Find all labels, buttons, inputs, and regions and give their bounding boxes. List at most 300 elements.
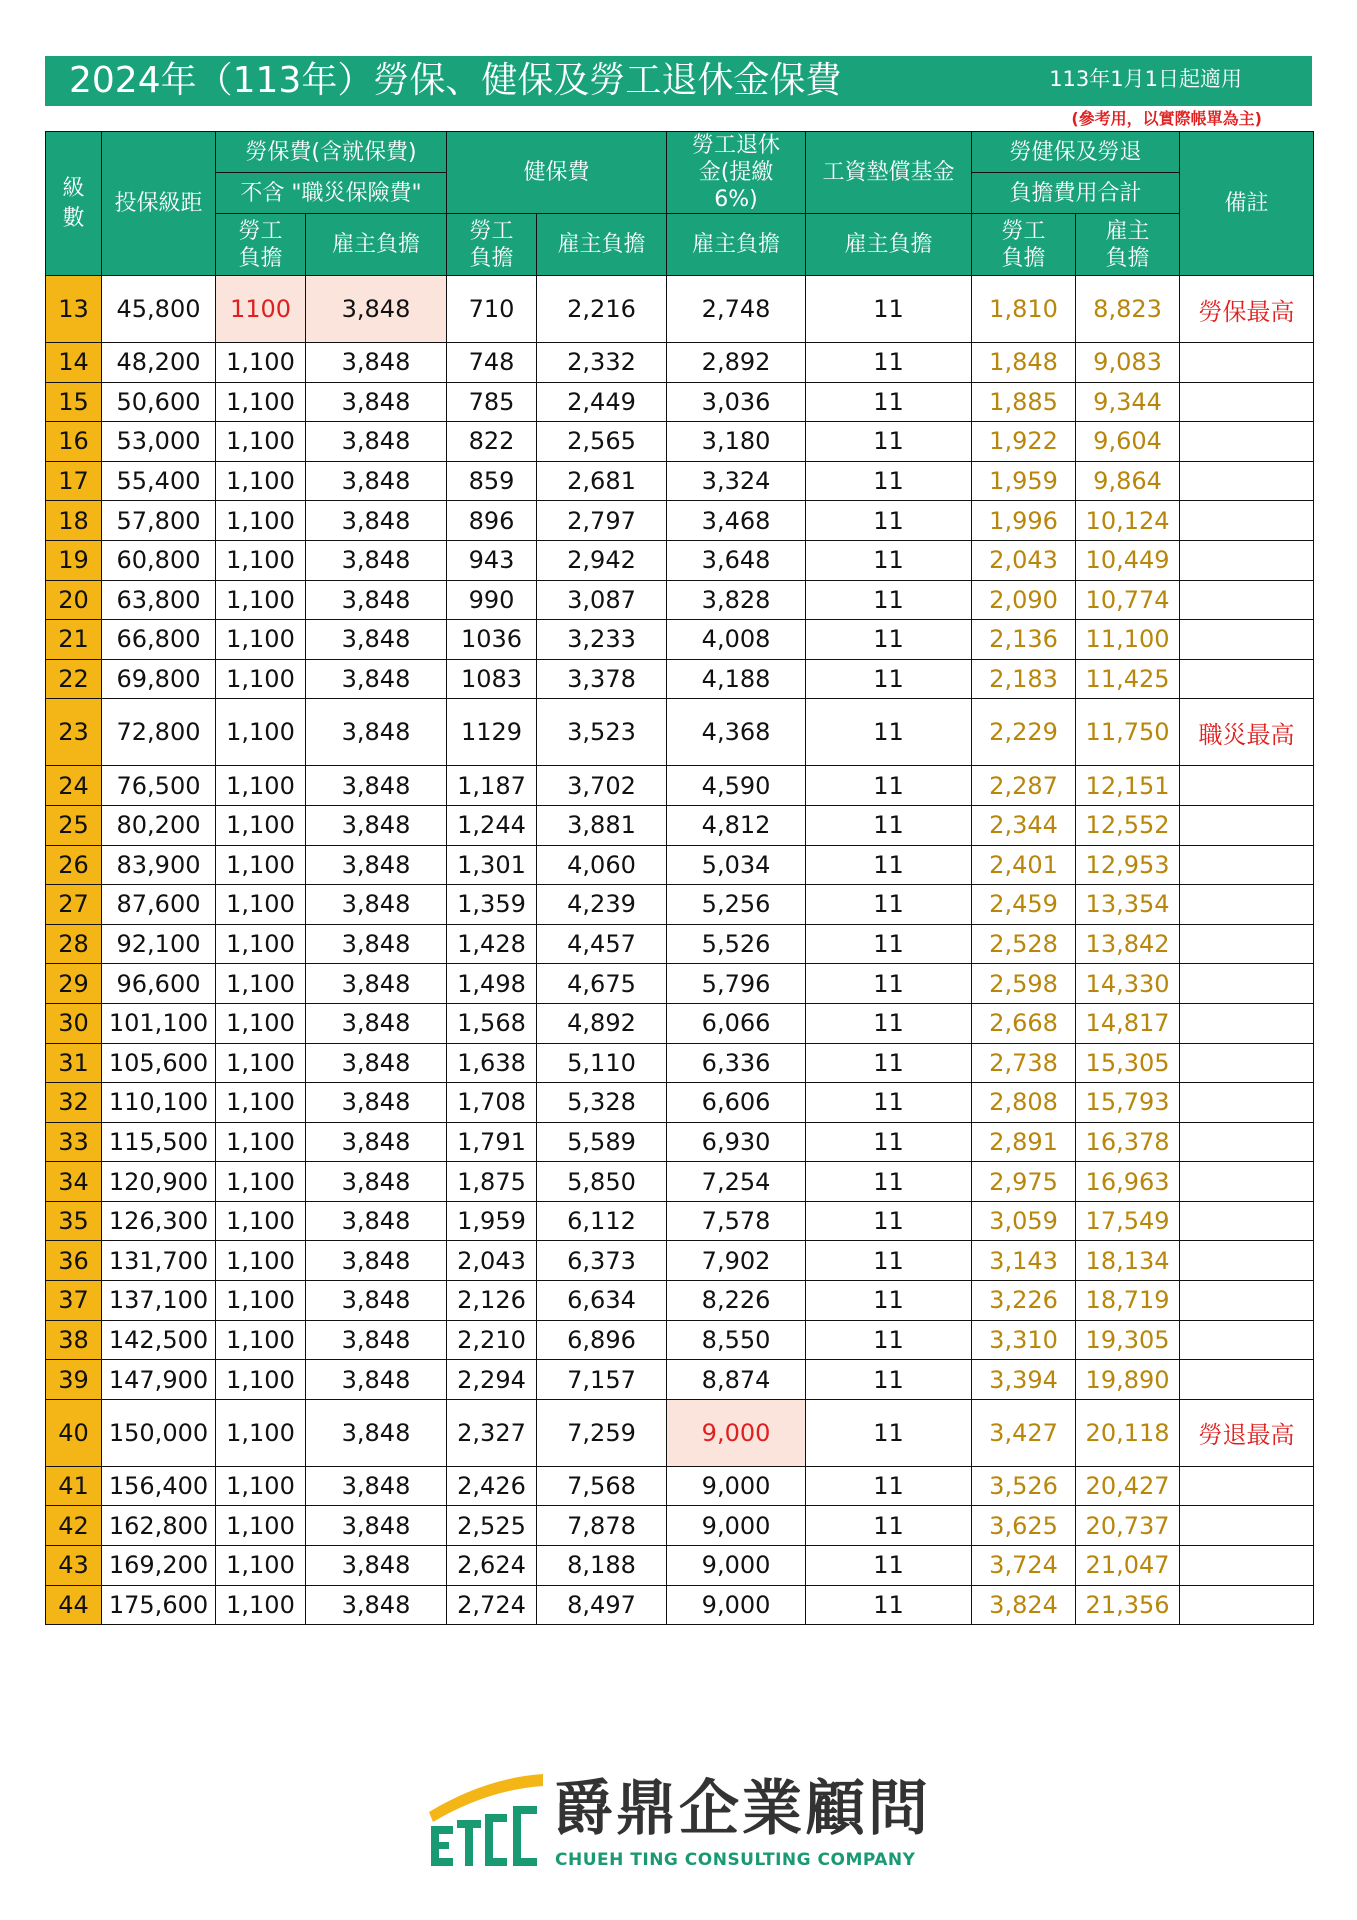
total-employer-cell: 12,552 [1076,805,1180,845]
pension-employer-cell: 9,000 [667,1506,806,1546]
total-worker-cell: 1,885 [972,382,1076,422]
grade-cell: 14 [46,343,102,383]
insured-range-cell: 142,500 [102,1320,216,1360]
health-employer-cell: 3,881 [537,805,667,845]
insured-range-cell: 76,500 [102,766,216,806]
grade-cell: 40 [46,1399,102,1466]
remark-cell [1180,924,1314,964]
wage-fund-cell: 11 [806,1043,972,1083]
labor-worker-cell: 1,100 [216,924,306,964]
grade-cell: 22 [46,659,102,699]
health-worker-cell: 1083 [447,659,537,699]
wage-fund-cell: 11 [806,766,972,806]
labor-worker-cell: 1,100 [216,1083,306,1123]
remark-cell [1180,1241,1314,1281]
table-row [46,580,1314,620]
pension-employer-cell: 6,606 [667,1083,806,1123]
table-row [46,924,1314,964]
remark-cell [1180,1320,1314,1360]
total-worker-cell: 2,528 [972,924,1076,964]
labor-employer-cell: 3,848 [306,1585,447,1625]
total-worker-cell: 2,043 [972,540,1076,580]
pension-employer-cell: 3,036 [667,382,806,422]
remark-cell [1180,540,1314,580]
total-worker-cell: 2,668 [972,1003,1076,1043]
health-worker-cell: 2,525 [447,1506,537,1546]
table-row [46,1399,1314,1466]
grade-cell: 21 [46,620,102,660]
labor-worker-cell: 1,100 [216,382,306,422]
company-name-en: CHUEH TING CONSULTING COMPANY [555,1850,916,1870]
health-worker-cell: 2,210 [447,1320,537,1360]
header-pension-employer: 雇主負擔 [667,214,806,276]
health-employer-cell: 7,568 [537,1466,667,1506]
insured-range-cell: 80,200 [102,805,216,845]
labor-employer-cell: 3,848 [306,964,447,1004]
labor-employer-cell: 3,848 [306,659,447,699]
health-worker-cell: 1,791 [447,1122,537,1162]
insured-range-cell: 169,200 [102,1546,216,1586]
pension-employer-cell: 9,000 [667,1466,806,1506]
labor-employer-cell: 3,848 [306,1083,447,1123]
total-worker-cell: 3,526 [972,1466,1076,1506]
table-row [46,1162,1314,1202]
wage-fund-cell: 11 [806,1399,972,1466]
labor-employer-cell: 3,848 [306,422,447,462]
labor-employer-cell: 3,848 [306,1122,447,1162]
pension-employer-cell: 6,336 [667,1043,806,1083]
wage-fund-cell: 11 [806,1320,972,1360]
labor-employer-cell: 3,848 [306,1201,447,1241]
company-name-cn: 爵鼎企業顧問 [553,1774,931,1844]
wage-fund-cell: 11 [806,1003,972,1043]
health-worker-cell: 1129 [447,699,537,766]
health-employer-cell: 8,497 [537,1585,667,1625]
table-row [46,1281,1314,1321]
health-worker-cell: 2,327 [447,1399,537,1466]
effective-date: 113年1月1日起適用 [1049,67,1242,91]
grade-cell: 19 [46,540,102,580]
labor-worker-cell: 1,100 [216,845,306,885]
insured-range-cell: 50,600 [102,382,216,422]
company-logo [425,1772,940,1882]
remark-cell [1180,845,1314,885]
table-row [46,276,1314,343]
total-employer-cell: 11,100 [1076,620,1180,660]
pension-employer-cell: 6,066 [667,1003,806,1043]
total-employer-cell: 9,604 [1076,422,1180,462]
insured-range-cell: 137,100 [102,1281,216,1321]
table-row [46,540,1314,580]
labor-worker-cell: 1,100 [216,699,306,766]
labor-worker-cell: 1,100 [216,659,306,699]
total-employer-cell: 13,354 [1076,885,1180,925]
total-worker-cell: 3,824 [972,1585,1076,1625]
grade-cell: 34 [46,1162,102,1202]
wage-fund-cell: 11 [806,1281,972,1321]
labor-worker-cell: 1,100 [216,1281,306,1321]
insured-range-cell: 110,100 [102,1083,216,1123]
pension-employer-cell: 3,828 [667,580,806,620]
grade-cell: 16 [46,422,102,462]
remark-cell [1180,620,1314,660]
total-worker-cell: 2,136 [972,620,1076,660]
health-worker-cell: 1,301 [447,845,537,885]
grade-cell: 29 [46,964,102,1004]
table-row [46,1122,1314,1162]
labor-worker-cell: 1,100 [216,1320,306,1360]
wage-fund-cell: 11 [806,1585,972,1625]
grade-cell: 24 [46,766,102,806]
total-employer-cell: 9,344 [1076,382,1180,422]
health-employer-cell: 2,942 [537,540,667,580]
header-health-employer: 雇主負擔 [537,214,667,276]
health-worker-cell: 1,498 [447,964,537,1004]
wage-fund-cell: 11 [806,1122,972,1162]
health-worker-cell: 1,638 [447,1043,537,1083]
health-employer-cell: 3,087 [537,580,667,620]
header-wage-fund: 工資墊償基金 [806,132,972,214]
total-employer-cell: 10,449 [1076,540,1180,580]
wage-fund-cell: 11 [806,805,972,845]
table-row [46,620,1314,660]
header-fund-employer: 雇主負擔 [806,214,972,276]
total-employer-cell: 15,305 [1076,1043,1180,1083]
health-worker-cell: 943 [447,540,537,580]
labor-worker-cell: 1,100 [216,766,306,806]
health-worker-cell: 2,624 [447,1546,537,1586]
page-title: 2024年（113年）勞保、健保及勞工退休金保費 [69,60,842,101]
total-worker-cell: 1,810 [972,276,1076,343]
grade-cell: 33 [46,1122,102,1162]
total-worker-cell: 2,344 [972,805,1076,845]
table-row [46,1360,1314,1400]
remark-cell: 勞保最高 [1180,276,1314,343]
labor-employer-cell: 3,848 [306,343,447,383]
grade-cell: 42 [46,1506,102,1546]
health-employer-cell: 4,060 [537,845,667,885]
labor-employer-cell: 3,848 [306,276,447,343]
total-worker-cell: 3,143 [972,1241,1076,1281]
labor-employer-cell: 3,848 [306,1043,447,1083]
pension-employer-cell: 4,368 [667,699,806,766]
pension-employer-cell: 4,590 [667,766,806,806]
total-employer-cell: 18,134 [1076,1241,1180,1281]
remark-cell [1180,1466,1314,1506]
insured-range-cell: 63,800 [102,580,216,620]
table-row [46,805,1314,845]
wage-fund-cell: 11 [806,1162,972,1202]
grade-cell: 15 [46,382,102,422]
labor-worker-cell: 1,100 [216,1241,306,1281]
health-employer-cell: 2,681 [537,461,667,501]
health-employer-cell: 4,892 [537,1003,667,1043]
labor-worker-cell: 1,100 [216,885,306,925]
insured-range-cell: 115,500 [102,1122,216,1162]
labor-employer-cell: 3,848 [306,924,447,964]
insured-range-cell: 92,100 [102,924,216,964]
pension-employer-cell: 3,648 [667,540,806,580]
reference-note: (參考用，以實際帳單為主) [1071,109,1262,128]
insured-range-cell: 83,900 [102,845,216,885]
remark-cell [1180,766,1314,806]
labor-employer-cell: 3,848 [306,699,447,766]
health-worker-cell: 1,708 [447,1083,537,1123]
total-worker-cell: 2,891 [972,1122,1076,1162]
pension-employer-cell: 5,034 [667,845,806,885]
header-labor-employer: 雇主負擔 [306,214,447,276]
health-worker-cell: 1,875 [447,1162,537,1202]
health-worker-cell: 1,959 [447,1201,537,1241]
pension-employer-cell: 4,008 [667,620,806,660]
health-employer-cell: 2,449 [537,382,667,422]
labor-employer-cell: 3,848 [306,1241,447,1281]
remark-cell: 勞退最高 [1180,1399,1314,1466]
health-employer-cell: 6,896 [537,1320,667,1360]
insured-range-cell: 69,800 [102,659,216,699]
health-employer-cell: 6,112 [537,1201,667,1241]
remark-cell [1180,1201,1314,1241]
wage-fund-cell: 11 [806,1546,972,1586]
insured-range-cell: 72,800 [102,699,216,766]
remark-cell [1180,1043,1314,1083]
wage-fund-cell: 11 [806,461,972,501]
health-employer-cell: 3,233 [537,620,667,660]
wage-fund-cell: 11 [806,382,972,422]
wage-fund-cell: 11 [806,620,972,660]
remark-cell [1180,1585,1314,1625]
remark-cell [1180,1122,1314,1162]
total-employer-cell: 21,356 [1076,1585,1180,1625]
labor-employer-cell: 3,848 [306,1546,447,1586]
table-row [46,766,1314,806]
labor-worker-cell: 1100 [216,276,306,343]
header-labor-worker: 勞工負擔 [216,214,306,276]
total-employer-cell: 17,549 [1076,1201,1180,1241]
grade-cell: 25 [46,805,102,845]
total-worker-cell: 3,427 [972,1399,1076,1466]
health-employer-cell: 7,259 [537,1399,667,1466]
wage-fund-cell: 11 [806,580,972,620]
header-total-sub: 負擔費用合計 [972,173,1180,214]
labor-worker-cell: 1,100 [216,964,306,1004]
total-employer-cell: 16,963 [1076,1162,1180,1202]
labor-worker-cell: 1,100 [216,1003,306,1043]
remark-cell [1180,422,1314,462]
total-employer-cell: 20,427 [1076,1466,1180,1506]
pension-employer-cell: 2,892 [667,343,806,383]
table-row [46,501,1314,541]
remark-cell [1180,964,1314,1004]
health-worker-cell: 1,359 [447,885,537,925]
grade-cell: 31 [46,1043,102,1083]
total-employer-cell: 10,124 [1076,501,1180,541]
health-employer-cell: 5,110 [537,1043,667,1083]
health-employer-cell: 6,634 [537,1281,667,1321]
health-worker-cell: 2,043 [447,1241,537,1281]
pension-employer-cell: 3,324 [667,461,806,501]
insured-range-cell: 101,100 [102,1003,216,1043]
table-row [46,422,1314,462]
wage-fund-cell: 11 [806,501,972,541]
insured-range-cell: 147,900 [102,1360,216,1400]
total-worker-cell: 3,226 [972,1281,1076,1321]
remark-cell [1180,885,1314,925]
total-employer-cell: 12,151 [1076,766,1180,806]
remark-cell [1180,461,1314,501]
health-employer-cell: 6,373 [537,1241,667,1281]
labor-employer-cell: 3,848 [306,501,447,541]
total-worker-cell: 2,975 [972,1162,1076,1202]
table-row [46,845,1314,885]
header-health-insurance: 健保費 [447,132,667,214]
grade-cell: 30 [46,1003,102,1043]
grade-cell: 37 [46,1281,102,1321]
table-row [46,1466,1314,1506]
total-worker-cell: 2,459 [972,885,1076,925]
wage-fund-cell: 11 [806,1201,972,1241]
health-employer-cell: 4,675 [537,964,667,1004]
wage-fund-cell: 11 [806,964,972,1004]
remark-cell [1180,1003,1314,1043]
wage-fund-cell: 11 [806,343,972,383]
wage-fund-cell: 11 [806,845,972,885]
insured-range-cell: 45,800 [102,276,216,343]
header-pension: 勞工退休金(提繳6%) [667,132,806,214]
header-labor-sub: 不含 "職災保險費" [216,173,447,214]
labor-worker-cell: 1,100 [216,540,306,580]
health-employer-cell: 5,589 [537,1122,667,1162]
insured-range-cell: 126,300 [102,1201,216,1241]
header-insured-range: 投保級距 [102,132,216,276]
total-employer-cell: 14,817 [1076,1003,1180,1043]
table-row [46,1003,1314,1043]
table-row [46,1320,1314,1360]
pension-employer-cell: 2,748 [667,276,806,343]
health-employer-cell: 5,850 [537,1162,667,1202]
table-row [46,461,1314,501]
remark-cell [1180,1162,1314,1202]
table-row [46,1546,1314,1586]
health-worker-cell: 785 [447,382,537,422]
remark-cell [1180,1083,1314,1123]
pension-employer-cell: 7,578 [667,1201,806,1241]
total-employer-cell: 11,425 [1076,659,1180,699]
wage-fund-cell: 11 [806,1360,972,1400]
remark-cell [1180,1546,1314,1586]
health-worker-cell: 1036 [447,620,537,660]
total-worker-cell: 3,625 [972,1506,1076,1546]
table-row [46,1201,1314,1241]
health-employer-cell: 8,188 [537,1546,667,1586]
health-worker-cell: 1,428 [447,924,537,964]
total-worker-cell: 3,394 [972,1360,1076,1400]
header-total-employer: 雇主負擔 [1076,214,1180,276]
labor-employer-cell: 3,848 [306,766,447,806]
labor-employer-cell: 3,848 [306,1466,447,1506]
pension-employer-cell: 9,000 [667,1546,806,1586]
wage-fund-cell: 11 [806,699,972,766]
labor-worker-cell: 1,100 [216,805,306,845]
total-employer-cell: 14,330 [1076,964,1180,1004]
grade-cell: 28 [46,924,102,964]
pension-employer-cell: 8,874 [667,1360,806,1400]
health-employer-cell: 2,332 [537,343,667,383]
table-row [46,699,1314,766]
health-employer-cell: 7,157 [537,1360,667,1400]
header-total: 勞健保及勞退 [972,132,1180,173]
labor-employer-cell: 3,848 [306,805,447,845]
pension-employer-cell: 5,526 [667,924,806,964]
health-worker-cell: 2,724 [447,1585,537,1625]
health-employer-cell: 2,797 [537,501,667,541]
premium-table [45,131,1314,1625]
labor-worker-cell: 1,100 [216,461,306,501]
labor-employer-cell: 3,848 [306,1360,447,1400]
labor-worker-cell: 1,100 [216,1360,306,1400]
grade-cell: 27 [46,885,102,925]
pension-employer-cell: 7,902 [667,1241,806,1281]
total-worker-cell: 3,724 [972,1546,1076,1586]
total-employer-cell: 12,953 [1076,845,1180,885]
title-bar [45,56,1312,106]
labor-employer-cell: 3,848 [306,382,447,422]
total-worker-cell: 2,090 [972,580,1076,620]
health-employer-cell: 4,239 [537,885,667,925]
total-worker-cell: 2,401 [972,845,1076,885]
pension-employer-cell: 6,930 [667,1122,806,1162]
remark-cell [1180,343,1314,383]
total-employer-cell: 19,890 [1076,1360,1180,1400]
wage-fund-cell: 11 [806,659,972,699]
grade-cell: 13 [46,276,102,343]
remark-cell [1180,659,1314,699]
labor-employer-cell: 3,848 [306,580,447,620]
total-employer-cell: 20,737 [1076,1506,1180,1546]
grade-cell: 32 [46,1083,102,1123]
table-row [46,659,1314,699]
table-row [46,382,1314,422]
total-employer-cell: 11,750 [1076,699,1180,766]
total-employer-cell: 18,719 [1076,1281,1180,1321]
total-employer-cell: 9,083 [1076,343,1180,383]
total-employer-cell: 16,378 [1076,1122,1180,1162]
labor-employer-cell: 3,848 [306,620,447,660]
total-employer-cell: 20,118 [1076,1399,1180,1466]
grade-cell: 23 [46,699,102,766]
labor-employer-cell: 3,848 [306,461,447,501]
wage-fund-cell: 11 [806,924,972,964]
labor-worker-cell: 1,100 [216,1043,306,1083]
total-worker-cell: 2,229 [972,699,1076,766]
health-employer-cell: 3,702 [537,766,667,806]
insured-range-cell: 60,800 [102,540,216,580]
health-employer-cell: 3,378 [537,659,667,699]
pension-employer-cell: 8,226 [667,1281,806,1321]
remark-cell [1180,1360,1314,1400]
insured-range-cell: 55,400 [102,461,216,501]
total-employer-cell: 21,047 [1076,1546,1180,1586]
wage-fund-cell: 11 [806,276,972,343]
grade-cell: 43 [46,1546,102,1586]
insured-range-cell: 105,600 [102,1043,216,1083]
pension-employer-cell: 9,000 [667,1399,806,1466]
wage-fund-cell: 11 [806,422,972,462]
total-employer-cell: 9,864 [1076,461,1180,501]
health-worker-cell: 1,187 [447,766,537,806]
grade-cell: 39 [46,1360,102,1400]
grade-cell: 38 [46,1320,102,1360]
